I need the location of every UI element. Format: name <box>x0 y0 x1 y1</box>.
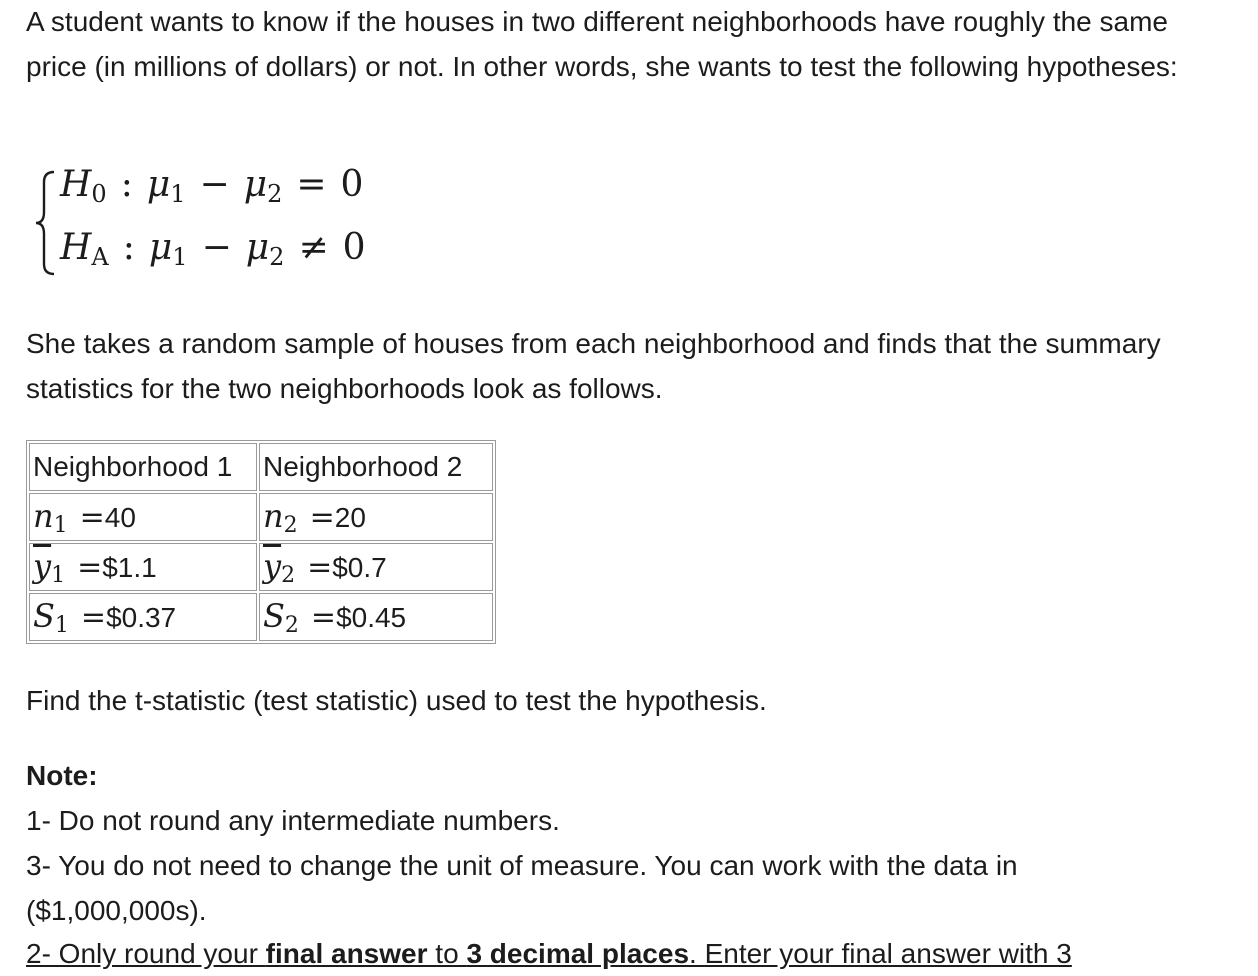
table-header-cell: Neighborhood 1 <box>29 443 257 491</box>
table-cell: $S_2$ =$0.45 <box>259 593 493 641</box>
table-cell: $\overline{y}_1$ =$1.1 <box>29 543 257 591</box>
table-row <box>29 593 493 641</box>
table-row <box>29 493 493 541</box>
question-prompt: Find the t-statistic (test statistic) used to test the hypothesis. <box>26 685 767 716</box>
null-hypothesis: $H_0$ : $\mu_1 - \mu_2 = 0$ <box>60 164 364 208</box>
table-cell: $n_2 =20$ <box>259 493 493 541</box>
table-cell: $S_1$ =$0.37 <box>29 593 257 641</box>
hypotheses-system <box>34 160 454 280</box>
table-header-cell: Neighborhood 2 <box>259 443 493 491</box>
note-line-2: 2- Only round your final answer to 3 decimal places. Enter your final answer with 3 <box>26 938 1072 969</box>
summary-statistics-table <box>26 440 496 644</box>
table-header-row <box>29 443 493 491</box>
table-cell: $n_1 =40$ <box>29 493 257 541</box>
note-line-3-continued: ($1,000,000s). <box>26 895 207 926</box>
sample-description: She takes a random sample of houses from each neighborhood and finds that the summary statistics for the two neighborhoods look as follows. <box>26 328 1161 404</box>
problem-intro: A student wants to know if the houses in two different neighborhoods have roughly the same price (in millions of dollars) or not. In other words, she wants to test the following hypotheses: <box>26 6 1178 82</box>
note-heading: Note: <box>26 760 98 791</box>
alternative-hypothesis: $H_A$ : $\mu_1 - \mu_2 \ne 0$ <box>60 227 366 271</box>
note-line-1: 1- Do not round any intermediate numbers. <box>26 805 560 836</box>
note-line-3: 3- You do not need to change the unit of measure. You can work with the data in <box>26 850 1018 881</box>
left-brace-icon <box>34 168 58 278</box>
table-row <box>29 543 493 591</box>
table-cell: $\overline{y}_2$ =$0.7 <box>259 543 493 591</box>
